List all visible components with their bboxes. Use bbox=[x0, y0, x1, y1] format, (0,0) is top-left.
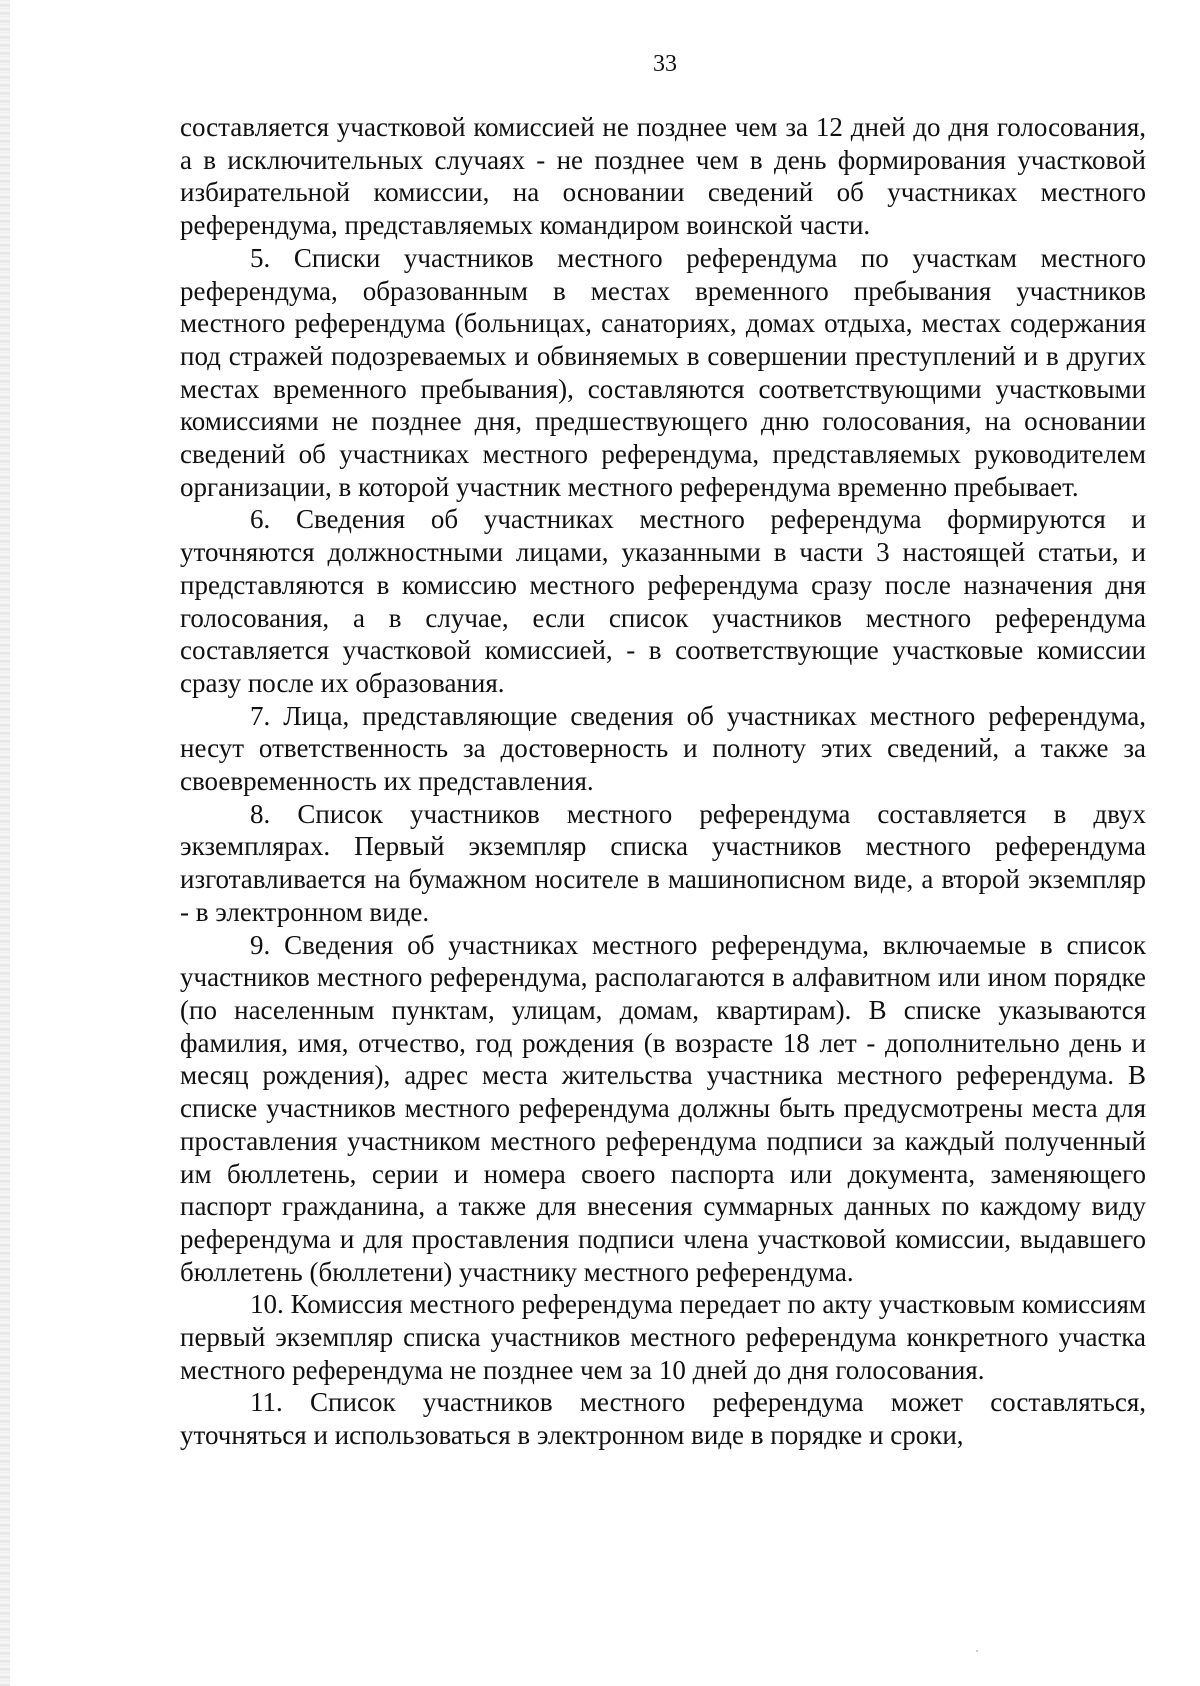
page-number: 33 bbox=[653, 51, 677, 77]
paragraph-7: 7. Лица, представляющие сведения об участниках местного референдума, несут ответственность за достоверность и полноту этих сведений, а также за своевременность их представления. bbox=[180, 700, 1146, 797]
paragraph-8: 8. Список участников местного референдума составляется в двух экземплярах. Первый экземпляр списка участников местного референдума изготавливается на бумажном носителе в машинописном виде, а второй экземпляр - в электронном виде. bbox=[180, 798, 1146, 927]
paragraph-continuation: составляется участковой комиссией не позднее чем за 12 дней до дня голосования, а в исключительных случаях - не позднее чем в день формирования участковой избирательной комиссии, на основании сведений об участниках местного референдума, представляемых командиром воинской части. bbox=[180, 112, 1146, 241]
paragraph-9: 9. Сведения об участниках местного референдума, включаемые в список участников местного референдума, располагаются в алфавитном или ином порядке (по населенным пунктам, улицам, домам, квартирам). В списке указываются фамилия, имя, отчество, год рождения (в возрасте 18 лет - дополнительно день и месяц рождения), адрес места жительства участника местного референдума. В списке участников местного референдума должны быть предусмотрены места для проставления участником местного референдума подписи за каждый полученный им бюллетень, серии и номера своего паспорта или документа, заменяющего паспорт гражданина, а также для внесения суммарных данных по каждому виду референдума и для проставления подписи члена участковой комиссии, выдавшего бюллетень (бюллетени) участнику местного референдума. bbox=[180, 929, 1146, 1287]
paragraph-11: 11. Список участников местного референдума может составляться, уточняться и использоваться в электронном виде в порядке и сроки, bbox=[180, 1387, 1146, 1451]
paragraph-6: 6. Сведения об участниках местного референдума формируются и уточняются должностными лицами, указанными в части 3 настоящей статьи, и представляются в комиссию местного референдума сразу после назначения дня голосования, а в случае, если список участников местного референдума составляется участковой комиссией, - в соответствующие участковые комиссии сразу после их образования. bbox=[180, 504, 1146, 698]
paragraph-5: 5. Списки участников местного референдума по участкам местного референдума, образованным в местах временного пребывания участников местного референдума (больницах, санаториях, домах отдыха, местах содержания под стражей подозреваемых и обвиняемых в совершении преступлений и в других местах временного пребывания), составляются соответствующими участковыми комиссиями не позднее дня, предшествующего дню голосования, на основании сведений об участниках местного референдума, представляемых руководителем организации, в которой участник местного референдума временно пребывает. bbox=[180, 242, 1146, 502]
scan-speck bbox=[976, 1650, 978, 1652]
document-body bbox=[180, 111, 1146, 1452]
paragraph-10: 10. Комиссия местного референдума передает по акту участковым комиссиям первый экземпляр списка участников местного референдума конкретного участка местного референдума не позднее чем за 10 дней до дня голосования. bbox=[180, 1289, 1146, 1385]
